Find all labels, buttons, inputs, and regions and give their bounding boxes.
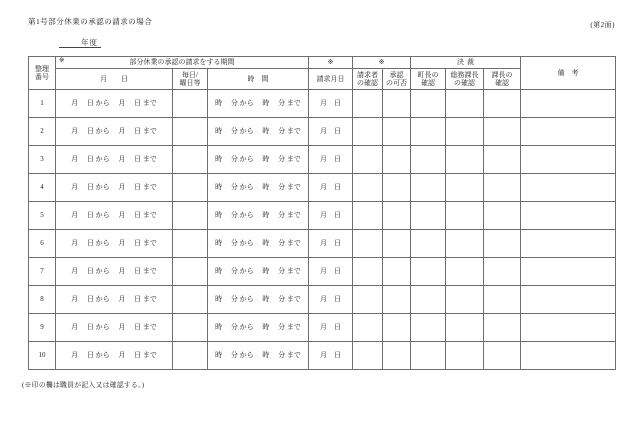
serial-number-cell: 7 — [29, 258, 56, 286]
section-chief-confirmation-cell — [484, 202, 521, 230]
request-date-cell: 月 日 — [309, 258, 353, 286]
request-date-cell: 月 日 — [309, 90, 353, 118]
general-affairs-chief-confirmation-cell — [446, 258, 484, 286]
header-row-top — [29, 57, 616, 69]
daily-weekday-cell — [173, 230, 208, 258]
daily-weekday-header-line1: 毎日/ — [182, 70, 198, 79]
section-chief-confirmation-header — [484, 69, 521, 90]
requester-confirmation-cell — [353, 118, 383, 146]
request-date-cell: 月 日 — [309, 174, 353, 202]
approval-status-cell — [383, 90, 411, 118]
time-cell: 時 分 から 時 分 まで — [208, 342, 309, 370]
section-chief-confirmation-cell — [484, 314, 521, 342]
time-cell: 時 分 から 時 分 まで — [208, 202, 309, 230]
mayor-confirmation-cell — [411, 258, 446, 286]
month-day-cell: 月 日 から 月 日 まで — [56, 342, 173, 370]
requester-confirmation-cell — [353, 342, 383, 370]
request-date-cell: 月 日 — [309, 286, 353, 314]
daily-weekday-cell — [173, 286, 208, 314]
month-day-cell: 月 日 から 月 日 まで — [56, 286, 173, 314]
serial-number-cell: 6 — [29, 230, 56, 258]
table-row — [29, 342, 616, 370]
mayor-confirmation-header — [411, 69, 446, 90]
request-date-cell: 月 日 — [309, 314, 353, 342]
request-period-header-label: 部分休業の承認の請求をする期間 — [129, 58, 235, 67]
section-chief-confirmation-cell — [484, 230, 521, 258]
daily-weekday-cell — [173, 118, 208, 146]
month-day-cell: 月 日 から 月 日 まで — [56, 174, 173, 202]
mayor-confirmation-cell — [411, 90, 446, 118]
remarks-header: 備 考 — [521, 57, 616, 90]
table-row — [29, 314, 616, 342]
daily-weekday-cell — [173, 258, 208, 286]
table-row — [29, 146, 616, 174]
partial-leave-request-table — [28, 56, 616, 370]
remarks-cell — [521, 202, 616, 230]
asterisk-request-date-header: ※ — [309, 57, 353, 69]
approval-status-header-line2: の可否 — [386, 79, 408, 87]
remarks-cell — [521, 146, 616, 174]
remarks-cell — [521, 342, 616, 370]
month-day-cell: 月 日 から 月 日 まで — [56, 202, 173, 230]
request-period-header — [56, 57, 309, 69]
section-chief-confirmation-cell — [484, 146, 521, 174]
decision-header: 決裁 — [411, 57, 521, 69]
mayor-confirmation-cell — [411, 286, 446, 314]
remarks-cell — [521, 118, 616, 146]
requester-confirmation-cell — [353, 230, 383, 258]
serial-number-cell: 4 — [29, 174, 56, 202]
serial-number-cell: 1 — [29, 90, 56, 118]
requester-confirmation-cell — [353, 90, 383, 118]
request-date-cell: 月 日 — [309, 146, 353, 174]
requester-confirmation-cell — [353, 202, 383, 230]
section-chief-confirmation-cell — [484, 90, 521, 118]
approval-status-cell — [383, 202, 411, 230]
general-affairs-chief-confirmation-cell — [446, 174, 484, 202]
approval-status-cell — [383, 230, 411, 258]
mayor-confirmation-header-line1: 町長の — [417, 70, 439, 79]
table-row — [29, 286, 616, 314]
table-body — [29, 90, 616, 370]
requester-confirmation-header-line2: の確認 — [357, 79, 379, 87]
request-date-cell: 月 日 — [309, 230, 353, 258]
requester-confirmation-header — [353, 69, 383, 90]
requester-confirmation-cell — [353, 258, 383, 286]
serial-number-cell: 5 — [29, 202, 56, 230]
table-row — [29, 258, 616, 286]
mayor-confirmation-cell — [411, 230, 446, 258]
daily-weekday-cell — [173, 174, 208, 202]
general-affairs-chief-confirmation-cell — [446, 118, 484, 146]
section-chief-header-line1: 課長の — [491, 70, 513, 79]
month-day-cell: 月 日 から 月 日 まで — [56, 314, 173, 342]
approval-status-cell — [383, 258, 411, 286]
general-affairs-chief-header-line2: の確認 — [454, 79, 476, 87]
approval-status-cell — [383, 118, 411, 146]
time-cell: 時 分 から 時 分 まで — [208, 314, 309, 342]
section-chief-confirmation-cell — [484, 342, 521, 370]
time-cell: 時 分 から 時 分 まで — [208, 286, 309, 314]
general-affairs-chief-header-line1: 総務課長 — [450, 70, 479, 79]
mayor-confirmation-cell — [411, 174, 446, 202]
time-cell: 時 分 から 時 分 まで — [208, 230, 309, 258]
remarks-cell — [521, 258, 616, 286]
serial-number-header-line1: 整理 — [35, 64, 49, 73]
remarks-cell — [521, 174, 616, 202]
mayor-confirmation-cell — [411, 342, 446, 370]
time-cell: 時 分 から 時 分 まで — [208, 174, 309, 202]
month-day-cell: 月 日 から 月 日 まで — [56, 258, 173, 286]
table-row — [29, 230, 616, 258]
daily-weekday-cell — [173, 90, 208, 118]
time-cell: 時 分 から 時 分 まで — [208, 146, 309, 174]
requester-confirmation-cell — [353, 146, 383, 174]
mayor-confirmation-cell — [411, 314, 446, 342]
time-header: 時 間 — [208, 69, 309, 90]
general-affairs-chief-confirmation-cell — [446, 202, 484, 230]
request-date-cell: 月 日 — [309, 342, 353, 370]
time-cell: 時 分 から 時 分 まで — [208, 118, 309, 146]
remarks-cell — [521, 286, 616, 314]
serial-number-cell: 3 — [29, 146, 56, 174]
serial-number-cell: 8 — [29, 286, 56, 314]
requester-confirmation-cell — [353, 174, 383, 202]
month-day-header: 月 日 — [56, 69, 173, 90]
daily-weekday-cell — [173, 202, 208, 230]
section-chief-confirmation-cell — [484, 286, 521, 314]
section-chief-confirmation-cell — [484, 174, 521, 202]
daily-weekday-cell — [173, 146, 208, 174]
general-affairs-chief-confirmation-cell — [446, 342, 484, 370]
mayor-confirmation-cell — [411, 146, 446, 174]
request-date-cell: 月 日 — [309, 118, 353, 146]
mayor-confirmation-cell — [411, 118, 446, 146]
remarks-cell — [521, 314, 616, 342]
approval-status-cell — [383, 314, 411, 342]
page-number-marker: (第2面) — [590, 21, 615, 29]
table-row — [29, 202, 616, 230]
general-affairs-chief-confirmation-header — [446, 69, 484, 90]
requester-confirmation-header-line1: 請求者 — [357, 70, 379, 79]
request-date-cell: 月 日 — [309, 202, 353, 230]
approval-status-header — [383, 69, 411, 90]
general-affairs-chief-confirmation-cell — [446, 90, 484, 118]
table-row — [29, 118, 616, 146]
section-chief-confirmation-cell — [484, 258, 521, 286]
general-affairs-chief-confirmation-cell — [446, 314, 484, 342]
approval-status-cell — [383, 174, 411, 202]
serial-number-cell: 10 — [29, 342, 56, 370]
daily-weekday-header-line2: 曜日等 — [179, 79, 201, 87]
daily-weekday-cell — [173, 342, 208, 370]
remarks-cell — [521, 230, 616, 258]
general-affairs-chief-confirmation-cell — [446, 230, 484, 258]
general-affairs-chief-confirmation-cell — [446, 286, 484, 314]
footnote: (※印の欄は職員が記入又は確認する。) — [22, 382, 145, 389]
daily-weekday-cell — [173, 314, 208, 342]
month-day-cell: 月 日 から 月 日 まで — [56, 230, 173, 258]
month-day-cell: 月 日 から 月 日 まで — [56, 118, 173, 146]
serial-number-header-line2: 番号 — [35, 73, 49, 81]
mayor-confirmation-cell — [411, 202, 446, 230]
asterisk-mark: ※ — [59, 57, 65, 64]
section-chief-header-line2: 確認 — [495, 79, 510, 87]
table-row — [29, 90, 616, 118]
serial-number-cell: 9 — [29, 314, 56, 342]
month-day-cell: 月 日 から 月 日 まで — [56, 146, 173, 174]
approval-status-cell — [383, 342, 411, 370]
fiscal-year-field: 年度 — [59, 37, 101, 48]
general-affairs-chief-confirmation-cell — [446, 146, 484, 174]
table-row — [29, 174, 616, 202]
requester-confirmation-cell — [353, 286, 383, 314]
section-chief-confirmation-cell — [484, 118, 521, 146]
form-title: 第1号部分休業の承認の請求の場合 — [28, 17, 153, 26]
approval-status-cell — [383, 146, 411, 174]
approval-status-cell — [383, 286, 411, 314]
asterisk-confirmation-header: ※ — [353, 57, 411, 69]
mayor-confirmation-header-line2: 確認 — [421, 79, 436, 87]
requester-confirmation-cell — [353, 314, 383, 342]
approval-status-header-line1: 承認 — [389, 70, 404, 79]
month-day-cell: 月 日 から 月 日 まで — [56, 90, 173, 118]
serial-number-header — [29, 57, 56, 90]
time-cell: 時 分 から 時 分 まで — [208, 90, 309, 118]
daily-weekday-header — [173, 69, 208, 90]
serial-number-cell: 2 — [29, 118, 56, 146]
time-cell: 時 分 から 時 分 まで — [208, 258, 309, 286]
remarks-cell — [521, 90, 616, 118]
request-date-header: 請求月日 — [309, 69, 353, 90]
